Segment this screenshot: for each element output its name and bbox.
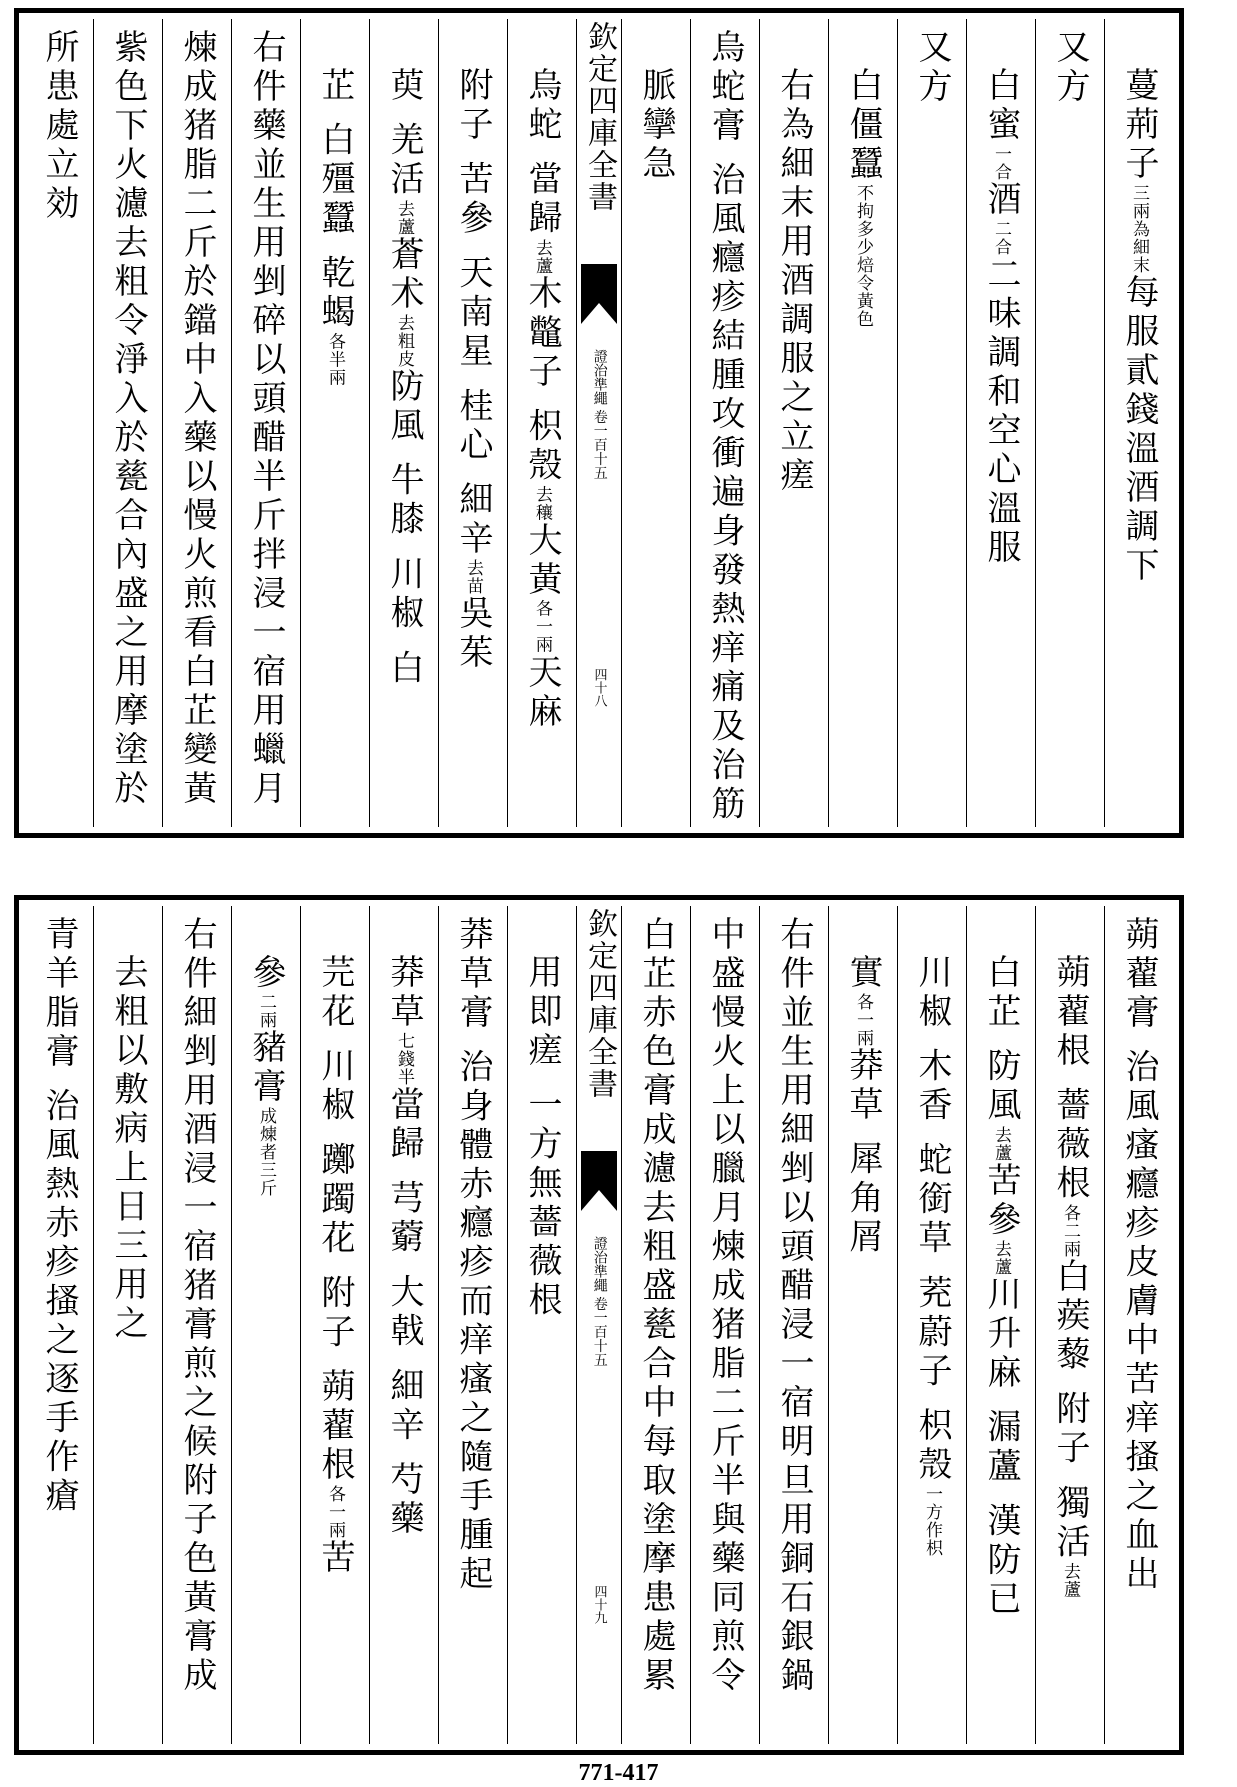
annotation-text: 去粗皮: [394, 313, 414, 368]
annotation-text: 各二兩: [1060, 1203, 1080, 1258]
text-column: [162, 19, 231, 827]
column-text: [453, 916, 493, 1595]
annotation-text: 去苗: [463, 559, 483, 596]
column-text: [39, 29, 79, 224]
main-text: 木鼈子 枳殼: [522, 274, 562, 486]
text-column: [231, 19, 300, 827]
main-text: 川椒 木香 蛇銜草 茺蔚子 枳殼: [912, 954, 952, 1486]
annotation-text: 七錢半: [394, 1032, 414, 1086]
column-text: [774, 916, 814, 1696]
annotation-text: 成煉者三斤: [256, 1107, 276, 1197]
main-text: 烏蛇膏 治風癮疹結腫攻衝遍身發熱痒痛及治筋: [705, 29, 745, 825]
text-column: [897, 906, 966, 1744]
column-text: [912, 29, 952, 107]
main-text: 苦參: [981, 1161, 1021, 1240]
main-text: 川升麻 漏蘆 漢防已: [981, 1275, 1021, 1620]
main-text: 蒼术: [384, 235, 424, 314]
main-text: 煉成猪脂二斤於鐺中入藥以慢火煎看白芷變黃: [177, 29, 217, 809]
column-text: [843, 67, 883, 328]
text-column: [1035, 19, 1104, 827]
main-text: 青羊脂膏 治風熱赤疹搔之逐手作瘡: [39, 916, 79, 1517]
main-text: 苦: [315, 1539, 355, 1579]
column-text: [705, 29, 745, 825]
main-text: 用即瘥 一方無薔薇根: [522, 954, 562, 1321]
column-text: [774, 67, 814, 496]
annotation-text: 去蘆: [991, 1239, 1011, 1276]
column-text: [177, 29, 217, 809]
text-column: [828, 19, 897, 827]
fishtail-mark: [581, 1151, 617, 1211]
main-text: 芫花 川椒 躑躅花 附子 蒴藋根: [315, 954, 355, 1486]
main-text: 實: [843, 954, 883, 993]
text-column: [93, 906, 162, 1744]
column-text: [246, 29, 286, 809]
column-text: [108, 954, 148, 1344]
center-margin: [576, 19, 621, 827]
margin-title: 欽定四庫全書: [582, 908, 617, 1100]
annotation-text: 去蘆: [532, 238, 552, 275]
text-column: [828, 906, 897, 1744]
text-column: [93, 19, 162, 827]
text-column: [300, 19, 369, 827]
column-text: [636, 67, 676, 184]
column-text: [1050, 29, 1090, 107]
column-text: [1119, 67, 1159, 586]
main-text: 附子 苦參 天南星 桂心 細辛: [453, 67, 493, 560]
main-text: 又方: [912, 29, 952, 107]
text-column: [25, 906, 93, 1744]
column-text: [315, 67, 355, 387]
page-footer-number: 771-417: [578, 1760, 659, 1786]
text-column: [369, 906, 438, 1744]
text-column: [897, 19, 966, 827]
main-text: 大黃: [522, 521, 562, 600]
column-text: [981, 954, 1021, 1620]
column-text: [522, 954, 562, 1321]
main-text: 當歸 芎藭 大戟 細辛 芍藥: [384, 1086, 424, 1540]
annotation-text: 去蘆: [394, 199, 414, 236]
text-column: [690, 906, 759, 1744]
main-text: 脈攣急: [636, 67, 676, 184]
main-text: 去粗以敷病上日三用之: [108, 954, 148, 1344]
text-column: [1035, 906, 1104, 1744]
text-column: [690, 19, 759, 827]
annotation-text: 一方作枳: [922, 1485, 942, 1558]
column-text: [315, 954, 355, 1579]
annotation-text: 去穰: [532, 485, 552, 522]
main-text: 又方: [1050, 29, 1090, 107]
main-text: 紫色下火濾去粗令淨入於甆合內盛之用摩塗於: [108, 29, 148, 809]
column-text: [177, 916, 217, 1696]
top-columns: [25, 19, 1173, 827]
main-text: 天麻: [522, 653, 562, 732]
annotation-text: 各半兩: [325, 332, 345, 387]
main-text: 每服貳錢溫酒調下: [1119, 274, 1159, 586]
column-text: [912, 954, 952, 1558]
bottom-page: [14, 895, 1184, 1755]
text-column: [507, 19, 576, 827]
annotation-text: 去蘆: [991, 1125, 1011, 1162]
column-text: [1050, 954, 1090, 1599]
main-text: 所患處立効: [39, 29, 79, 224]
text-column: [966, 19, 1035, 827]
main-text: 豬膏: [246, 1029, 286, 1107]
text-column: [507, 906, 576, 1744]
main-text: 右件細剉用酒浸一宿猪膏煎之候附子色黃膏成: [177, 916, 217, 1696]
main-text: 莽草膏 治身體赤癮疹而痒瘙之隨手腫起: [453, 916, 493, 1595]
text-column: [369, 19, 438, 827]
main-text: 莽草: [384, 954, 424, 1032]
main-text: 烏蛇 當歸: [522, 67, 562, 239]
annotation-text: 各一兩: [325, 1485, 345, 1540]
margin-leaf-number: 四十八: [591, 668, 607, 707]
text-column: [966, 906, 1035, 1744]
bottom-columns: [25, 906, 1173, 1744]
text-column: [621, 906, 690, 1744]
main-text: 二味調和空心溫服: [981, 256, 1021, 568]
text-column: [438, 19, 507, 827]
annotation-text: 不拘多少焙令黃色: [853, 184, 873, 328]
center-margin: [576, 906, 621, 1744]
text-column: [438, 906, 507, 1744]
margin-leaf-number: 四十九: [591, 1585, 607, 1624]
main-text: 蒴藋根 薔薇根: [1050, 954, 1090, 1204]
text-column: [300, 906, 369, 1744]
text-column: [231, 906, 300, 1744]
text-column: [759, 19, 828, 827]
column-text: [246, 954, 286, 1197]
margin-juan: 證治準繩 卷一百十五: [591, 349, 608, 480]
column-text: [705, 916, 745, 1696]
annotation-text: 去蘆: [1060, 1562, 1080, 1599]
column-text: [636, 916, 676, 1696]
column-text: [108, 29, 148, 809]
margin-juan: 證治準繩 卷一百十五: [591, 1236, 608, 1367]
main-text: 萸 羌活: [384, 67, 424, 200]
text-column: [621, 19, 690, 827]
column-text: [522, 67, 562, 732]
top-page: [14, 8, 1184, 838]
column-text: [39, 916, 79, 1517]
annotation-text: 一合: [991, 145, 1011, 181]
main-text: 中盛慢火上以臘月煉成猪脂二斤半與藥同煎令: [705, 916, 745, 1696]
text-column: [1104, 906, 1173, 1744]
main-text: 白芷 防風: [981, 954, 1021, 1126]
column-text: [384, 954, 424, 1540]
main-text: 白蒺藜 附子 獨活: [1050, 1257, 1090, 1563]
text-column: [1104, 19, 1173, 827]
column-text: [453, 67, 493, 674]
main-text: 蔓荊子: [1119, 67, 1159, 184]
fishtail-mark: [581, 264, 617, 324]
text-column: [162, 906, 231, 1744]
main-text: 白芷赤色膏成濾去粗盛甆合中每取塗摩患處累: [636, 916, 676, 1696]
main-text: 右為細末用酒調服之立瘥: [774, 67, 814, 496]
column-text: [843, 954, 883, 1258]
main-text: 蒴藋膏 治風瘙癮疹皮膚中苦痒搔之血出: [1119, 916, 1159, 1595]
margin-title: 欽定四庫全書: [582, 21, 617, 213]
text-column: [759, 906, 828, 1744]
main-text: 右件並生用細剉以頭醋浸一宿明旦用銅石銀鍋: [774, 916, 814, 1696]
annotation-text: 各一兩: [853, 993, 873, 1047]
annotation-text: 二兩: [256, 993, 276, 1029]
main-text: 白僵蠶: [843, 67, 883, 184]
main-text: 防風 牛膝 川椒 白: [384, 367, 424, 689]
annotation-text: 二合: [991, 220, 1011, 256]
main-text: 參: [246, 954, 286, 993]
annotation-text: 三兩為細末: [1129, 184, 1149, 274]
column-text: [1119, 916, 1159, 1595]
text-column: [25, 19, 93, 827]
column-text: [384, 67, 424, 689]
main-text: 酒: [981, 181, 1021, 220]
column-text: [981, 67, 1021, 568]
main-text: 右件藥並生用剉碎以頭醋半斤拌浸一宿用蠟月: [246, 29, 286, 809]
main-text: 芷 白殭蠶 乾蝎: [315, 67, 355, 333]
main-text: 吳茱: [453, 595, 493, 674]
main-text: 白蜜: [981, 67, 1021, 145]
annotation-text: 各一兩: [532, 599, 552, 654]
main-text: 莽草 犀角屑: [843, 1047, 883, 1258]
